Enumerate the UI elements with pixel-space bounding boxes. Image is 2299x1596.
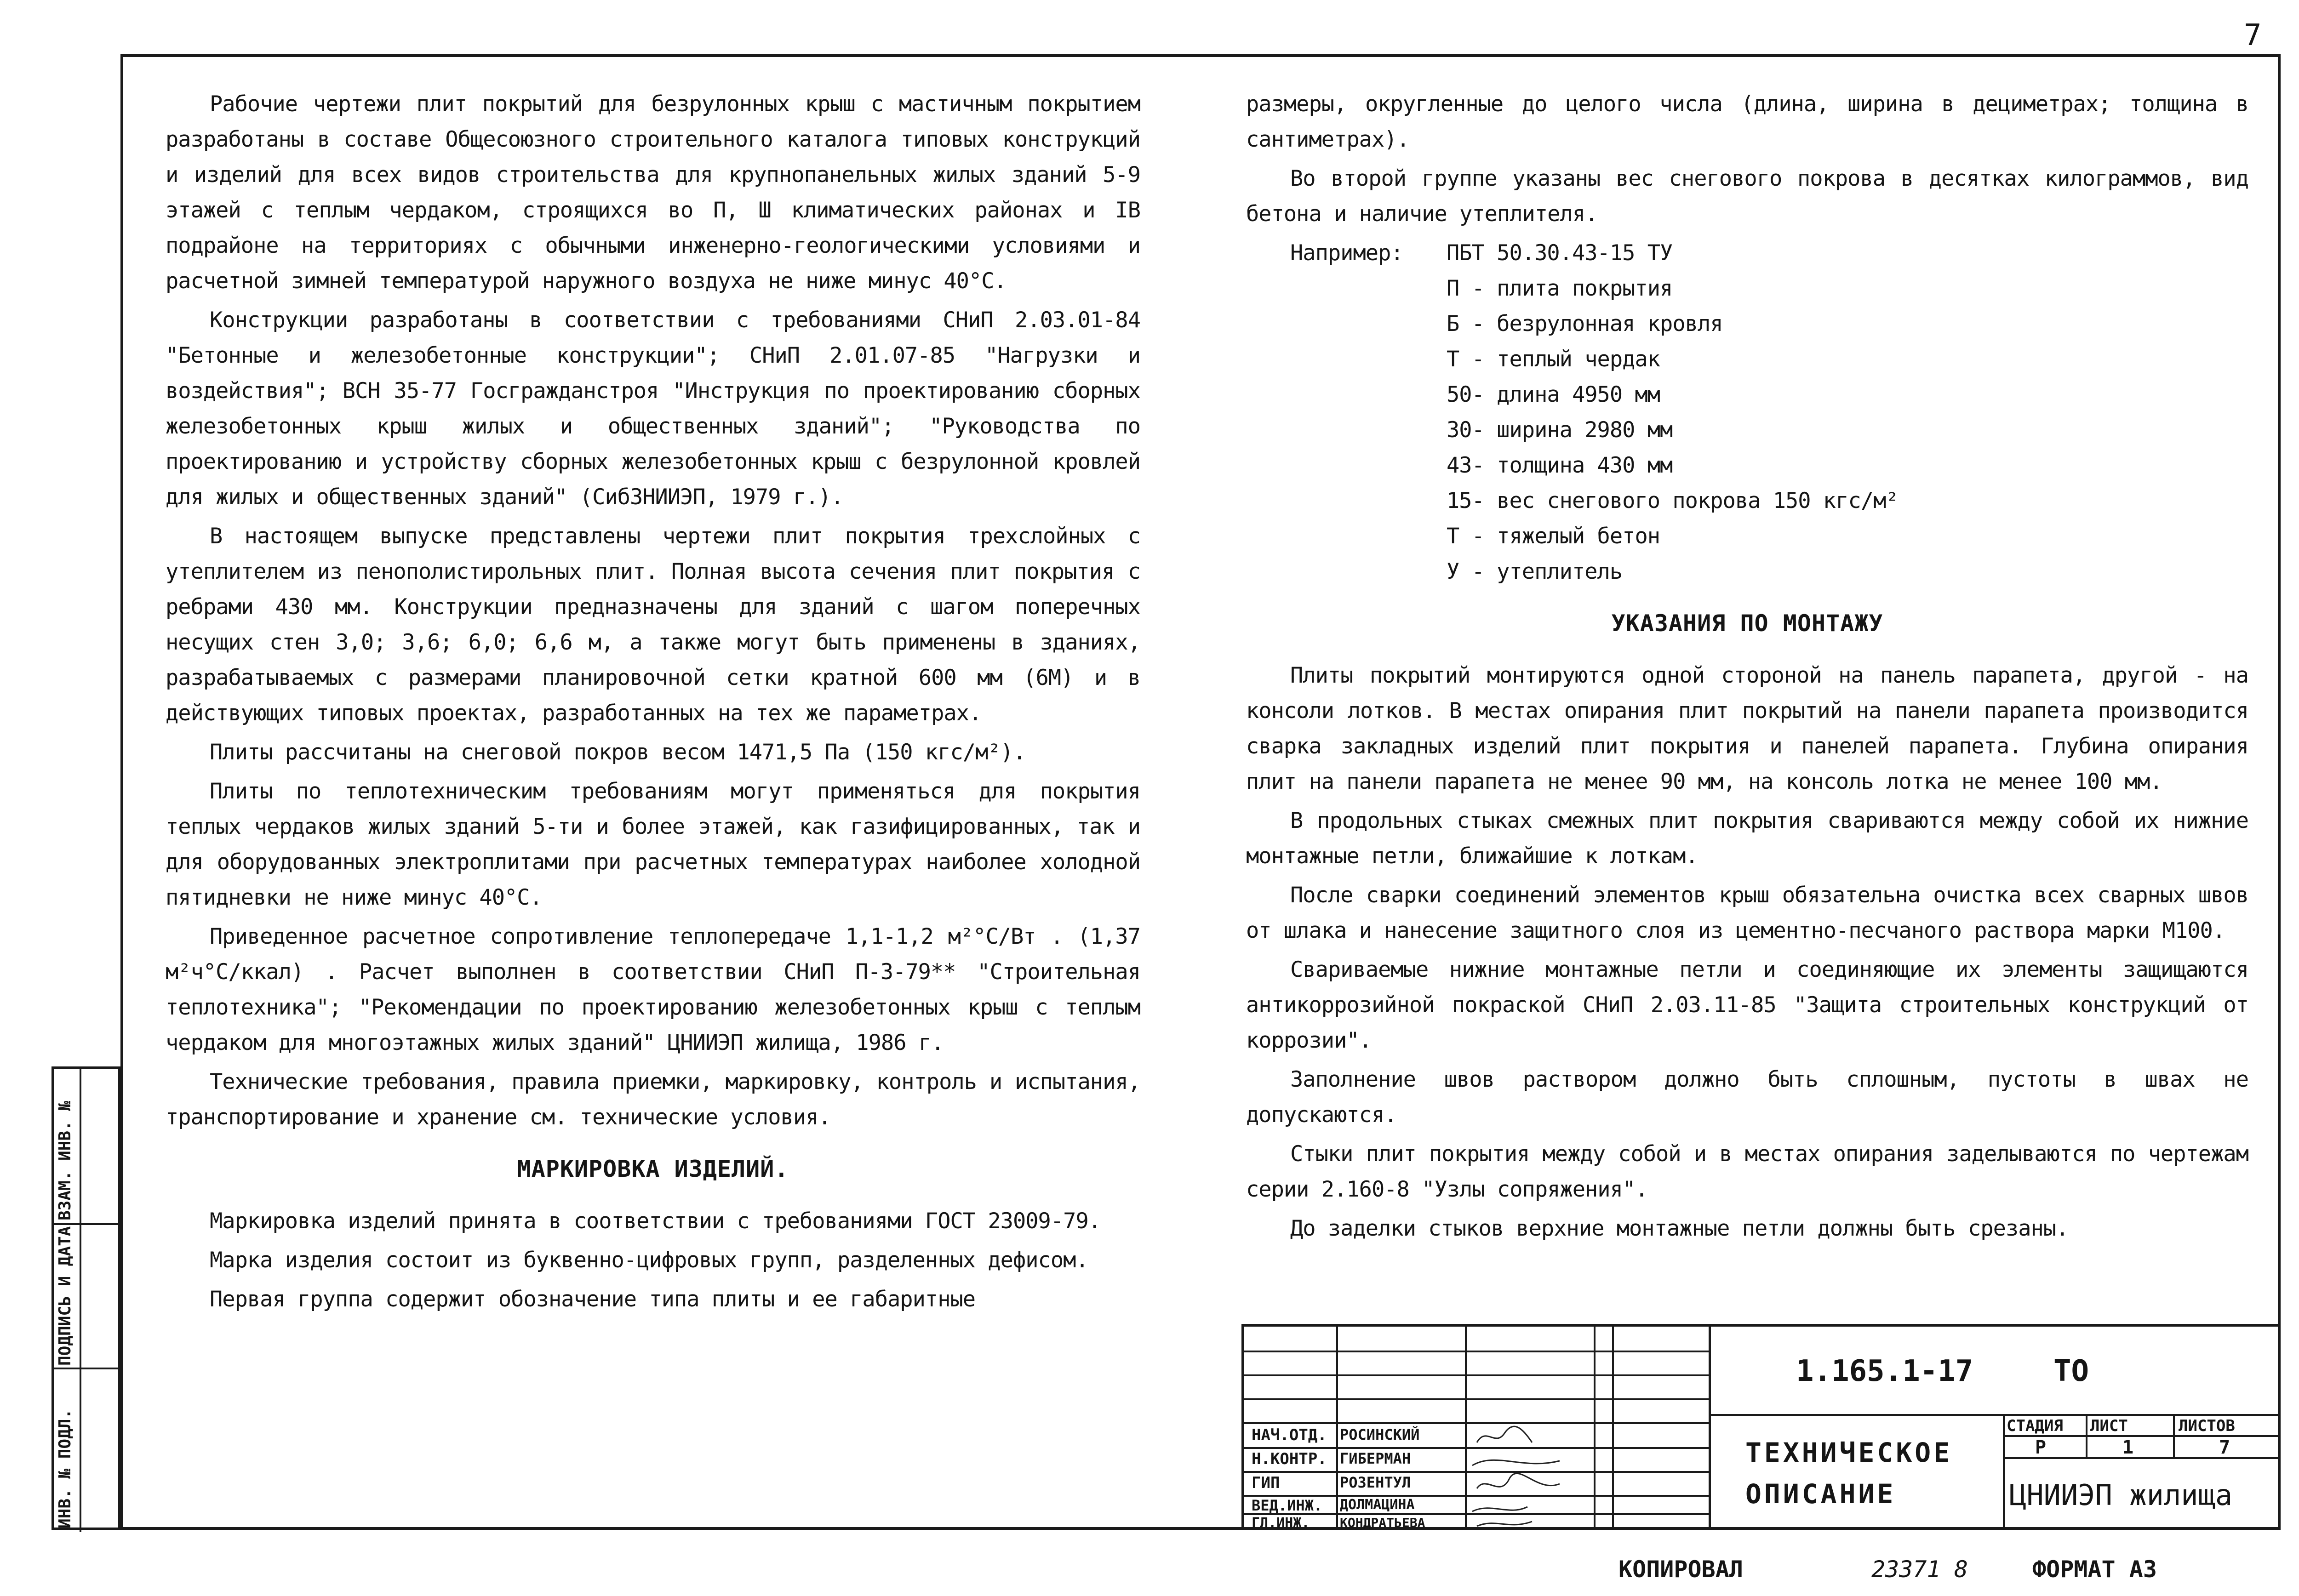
sheets-value: 7	[2219, 1437, 2230, 1458]
example-item: У - утеплитель	[1447, 559, 1623, 584]
paragraph-install-4: Свариваемые нижние монтажные петли и соединяющие их элементы защищаются антикоррозийной покраской СНиП 2.03.11-85 "Защита строительных конструкций от коррозии".	[1246, 957, 2248, 1053]
paragraph-marking-groups: Марка изделия состоит из буквенно-цифровых групп, разделенных дефисом.	[210, 1248, 1088, 1273]
document-code: ТО	[2053, 1354, 2089, 1388]
sheet-value: 1	[2122, 1437, 2134, 1458]
stamp-label-signature: ПОДПИСЬ И ДАТА	[56, 1226, 74, 1366]
document-title-1: ТЕХНИЧЕСКОЕ	[1745, 1437, 1953, 1468]
paragraph-thermal: Плиты по теплотехническим требованиям могут применяться для покрытия теплых чердаков жилых зданий 5-ти и более этажей, как газифицированных, так и для оборудованных электроплитами при расчетных температурах наиболее холодной пятидневки не ниже минус 40°С.	[166, 779, 1140, 910]
format-label: ФОРМАТ А3	[2032, 1556, 2157, 1583]
person-name: КОНДРАТЬЕВА	[1340, 1515, 1425, 1530]
sheet-header: ЛИСТ	[2090, 1417, 2128, 1435]
paragraph-standards: Конструкции разработаны в соответствии с требованиями СНиП 2.03.01-84 "Бетонные и железобетонные конструкции"; СНиП 2.01.07-85 "Нагрузки и воздействия"; ВСН 35-77 Госгражданстроя "Инструкция по проектированию сборных железобетонных крыш жилых и общественных зданий"; "Руководства по проектированию и устройству сборных железобетонных крыш с безрулонной кровлей для жилых и общественных зданий" (СибЗНИИЭП, 1979 г.).	[166, 308, 1140, 510]
signatures	[1468, 1424, 1592, 1530]
example-item: П - плита покрытия	[1447, 276, 1673, 301]
example-code: ПБТ 50.30.43-15 ТУ	[1447, 240, 1673, 266]
role-label: ГЛ.ИНЖ.	[1252, 1515, 1310, 1531]
left-column	[166, 86, 1140, 1321]
organization: ЦНИИЭП жилища	[2009, 1478, 2233, 1512]
example-label: Например:	[1290, 240, 1403, 266]
right-column	[1246, 86, 2248, 1250]
role-label: ВЕД.ИНЖ.	[1252, 1497, 1323, 1514]
paragraph-first-group: Первая группа содержит обозначение типа плиты и ее габаритные	[210, 1287, 976, 1312]
person-name: ДОЛМАЦИНА	[1340, 1497, 1415, 1513]
role-label: НАЧ.ОТД.	[1252, 1426, 1327, 1444]
document-title-2: ОПИСАНИЕ	[1745, 1478, 1896, 1510]
marking-example	[1290, 235, 2248, 589]
paragraph-intro: Рабочие чертежи плит покрытий для безрулонных крыш с мастичным покрытием разработаны в составе Общесоюзного строительного каталога типовых конструкций и изделий для всех видов строительства для крупнопанельных жилых зданий 5-9 этажей с теплым чердаком, строящихся во П, Ш климатических районах и IВ подрайоне на территориях с обычными инженерно-геологическими условиями и расчетной зимней температурой наружного воздуха не ниже минус 40°С.	[166, 91, 1140, 294]
stamp-label-inv: ИНВ. № ПОДЛ.	[56, 1408, 74, 1528]
page-number: 7	[2244, 18, 2262, 52]
paragraph-snow-load: Плиты рассчитаны на снеговой покров весом 1471,5 Па (150 кгс/м²).	[210, 740, 1026, 765]
paragraph-marking-gost: Маркировка изделий принята в соответствии с требованиями ГОСТ 23009-79.	[210, 1208, 1101, 1234]
heading-installation: УКАЗАНИЯ ПО МОНТАЖУ	[1611, 610, 1883, 637]
paragraph-second-group: Во второй группе указаны вес снегового покрова в десятках килограммов, вид бетона и наличие утеплителя.	[1246, 166, 2248, 227]
sheets-header: ЛИСТОВ	[2179, 1417, 2235, 1435]
paragraph-install-7: До заделки стыков верхние монтажные петли должны быть срезаны.	[1290, 1216, 2069, 1241]
stage-header: СТАДИЯ	[2007, 1417, 2063, 1435]
paragraph-install-6: Стыки плит покрытия между собой и в местах опирания заделываются по чертежам серии 2.160-8 "Узлы сопряжения".	[1246, 1141, 2248, 1202]
stage-value: Р	[2035, 1437, 2047, 1458]
stamp-label-replace: ВЗАМ. ИНВ. №	[56, 1100, 74, 1220]
paragraph-install-1: Плиты покрытий монтируются одной стороной на панель парапета, другой - на консоли лотков. В местах опирания плит покрытий на панели парапета производится сварка закладных изделий плит покрытия и панелей парапета. Глубина опирания плит на панели парапета не менее 90 мм, на консоль лотка не менее 100 мм.	[1246, 663, 2248, 794]
paragraph-design: В настоящем выпуске представлены чертежи плит покрытия трехслойных с утеплителем из пенополистирольных плит. Полная высота сечения плит покрытия с ребрами 430 мм. Конструкции предназначены для зданий с шагом поперечных несущих стен 3,0; 3,6; 6,0; 6,6 м, а также могут быть применены в зданиях, разрабатываемых с размерами планировочной сетки кратной 600 мм (6М) и в действующих типовых проектах, разработанных на тех же параметрах.	[166, 524, 1140, 726]
copied-label: КОПИРОВАЛ	[1618, 1556, 1743, 1583]
title-block	[1241, 1324, 2281, 1530]
person-name: РОСИНСКИЙ	[1340, 1426, 1420, 1443]
example-item: Т - теплый чердак	[1447, 347, 1660, 372]
copy-mark: 8	[1954, 1556, 1968, 1583]
example-item: 43- толщина 430 мм	[1447, 453, 1673, 478]
paragraph-install-3: После сварки соединений элементов крыш обязательна очистка всех сварных швов от шлака и нанесение защитного слоя из цементно-песчаного раствора марки М100.	[1246, 883, 2248, 943]
side-stamp	[51, 1066, 120, 1530]
person-name: ГИБЕРМАН	[1340, 1450, 1411, 1467]
paragraph-install-2: В продольных стыках смежных плит покрытия свариваются между собой их нижние монтажные петли, ближайшие к лоткам.	[1246, 808, 2248, 869]
series-number: 1.165.1-17	[1796, 1354, 1973, 1388]
paragraph-requirements: Технические требования, правила приемки, маркировку, контроль и испытания, транспортирование и хранение см. технические условия.	[166, 1069, 1140, 1130]
role-label: ГИП	[1252, 1474, 1280, 1492]
example-item: 15- вес снегового покрова 150 кгс/м²	[1447, 488, 1899, 513]
example-item: Т - тяжелый бетон	[1447, 524, 1660, 549]
paragraph-resistance: Приведенное расчетное сопротивление теплопередаче 1,1-1,2 м²°С/Вт . (1,37 м²ч°С/ккал) . Расчет выполнен в соответствии СНиП П-3-79** "Строительная теплотехника"; "Рекомендации по проектированию железобетонных крыш с теплым чердаком для многоэтажных жилых зданий" ЦНИИЭП жилища, 1986 г.	[166, 924, 1140, 1055]
person-name: РОЗЕНТУЛ	[1340, 1474, 1411, 1491]
paragraph-install-5: Заполнение швов раствором должно быть сплошным, пустоты в швах не допускаются.	[1246, 1067, 2248, 1128]
heading-marking: МАРКИРОВКА ИЗДЕЛИЙ.	[517, 1156, 789, 1182]
example-item: 50- длина 4950 мм	[1447, 382, 1660, 407]
copy-number: 23371	[1871, 1556, 1941, 1583]
paragraph-continuation: размеры, округленные до целого числа (длина, ширина в дециметрах; толщина в сантиметрах).	[1246, 91, 2248, 152]
role-label: Н.КОНТР.	[1252, 1450, 1327, 1468]
example-item: 30- ширина 2980 мм	[1447, 417, 1673, 443]
example-item: Б - безрулонная кровля	[1447, 311, 1723, 336]
